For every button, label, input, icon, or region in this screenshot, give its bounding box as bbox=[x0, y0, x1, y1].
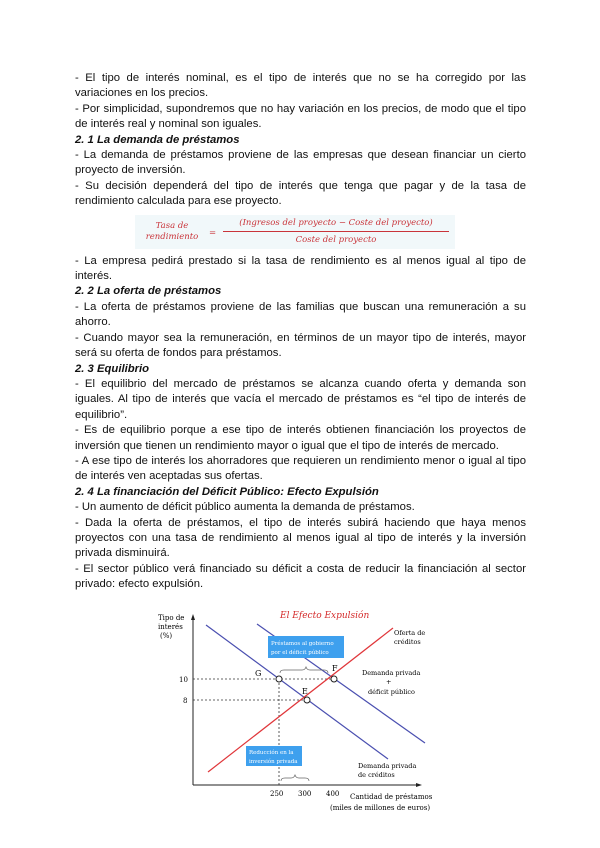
demand-deficit-label: + bbox=[386, 677, 392, 686]
x-label: (miles de millones de euros) bbox=[330, 803, 431, 812]
x-tick: 250 bbox=[270, 789, 284, 798]
box-text: Préstamos al gobierno bbox=[271, 640, 334, 647]
point-f bbox=[331, 676, 337, 682]
section-heading: 2. 2 La oferta de préstamos bbox=[75, 285, 222, 298]
section-heading: 2. 1 La demanda de préstamos bbox=[75, 133, 240, 146]
formula-numerator: (Ingresos del proyecto − Coste del proyecto) bbox=[239, 217, 433, 228]
section-heading: 2. 4 La financiación del Déficit Público: Efecto Expulsión bbox=[75, 485, 379, 498]
y-label: (%) bbox=[160, 631, 173, 640]
figure-container bbox=[150, 603, 450, 825]
crowding-out-figure bbox=[150, 603, 450, 825]
demand-deficit-label: Demanda privada bbox=[362, 668, 421, 677]
point-label: F bbox=[332, 663, 338, 673]
formula-equals: = bbox=[209, 227, 217, 238]
point-e bbox=[304, 697, 310, 703]
brace-inv bbox=[281, 775, 309, 781]
supply-label: créditos bbox=[394, 637, 421, 646]
paragraph: - El equilibrio del mercado de préstamos se alcanza cuando oferta y demanda son iguales. Al tipo de interés que vacía el mercado de préstamos es “el tipo de interés de equilibrio”. bbox=[75, 377, 526, 421]
x-tick: 400 bbox=[326, 789, 340, 798]
paragraph: - La empresa pedirá prestado si la tasa de rendimiento es al menos igual al tipo de interés. bbox=[75, 254, 526, 283]
supply-label: Oferta de bbox=[394, 628, 426, 637]
demand-label: de créditos bbox=[358, 770, 395, 779]
paragraph: - Un aumento de déficit público aumenta la demanda de préstamos. bbox=[75, 501, 415, 514]
box-text: inversión privada bbox=[249, 758, 298, 765]
y-axis-arrow bbox=[191, 614, 195, 620]
box-text: Reducción en la bbox=[249, 749, 294, 756]
x-tick: 300 bbox=[298, 789, 312, 798]
y-tick: 8 bbox=[183, 696, 188, 705]
guide-lines bbox=[193, 679, 334, 787]
formula-lhs: Tasa de rendimiento bbox=[145, 220, 199, 242]
point-label: E bbox=[302, 686, 308, 696]
y-label: Tipo de bbox=[158, 613, 185, 622]
paragraph: - Cuando mayor sea la remuneración, en términos de un mayor tipo de interés, mayor será su oferta de fondos para préstamos. bbox=[75, 331, 526, 360]
x-label: Cantidad de préstamos bbox=[350, 792, 433, 801]
paragraph: - El tipo de interés nominal, es el tipo de interés que no se ha corregido por las variaciones en los precios. bbox=[75, 72, 526, 100]
brace-gov bbox=[280, 667, 328, 673]
paragraph: - A ese tipo de interés los ahorradores que requieren un rendimiento menor o igual al tipo de interés ven aceptadas sus ofertas. bbox=[75, 454, 526, 483]
x-axis-arrow bbox=[416, 783, 422, 787]
figure-title: El Efecto Expulsión bbox=[280, 610, 370, 621]
point-label: G bbox=[255, 668, 262, 678]
section-heading: 2. 3 Equilibrio bbox=[75, 362, 150, 375]
fraction-bar bbox=[223, 231, 449, 232]
y-tick: 10 bbox=[179, 675, 188, 684]
demand-deficit-label: déficit público bbox=[368, 687, 415, 696]
paragraph: - Su decisión dependerá del tipo de interés que tenga que pagar y de la tasa de rendimiento calculada para ese proyecto. bbox=[75, 179, 526, 208]
paragraph: - El sector público verá financiado su déficit a costa de reducir la financiación al sector privado: efecto expulsión. bbox=[75, 562, 526, 591]
point-g bbox=[276, 676, 282, 682]
demand-label: Demanda privada bbox=[358, 761, 417, 770]
formula-denominator: Coste del proyecto bbox=[295, 234, 377, 245]
paragraph: - Dada la oferta de préstamos, el tipo de interés subirá haciendo que haya menos proyectos con una tasa de rendimiento al menos igual al tipo de interés y la inversión privada disminuirá. bbox=[75, 516, 526, 560]
paragraph: - La oferta de préstamos proviene de las familias que buscan una remuneración a su ahorro. bbox=[75, 300, 526, 329]
document-body bbox=[75, 71, 526, 825]
y-label: interés bbox=[158, 622, 183, 631]
paragraph: - Por simplicidad, supondremos que no hay variación en los precios, de modo que el tipo de interés real y nominal son iguales. bbox=[75, 102, 526, 131]
paragraph: - Es de equilibrio porque a ese tipo de interés obtienen financiación los proyectos de inversión que tienen un rendimiento mayor o igual que el tipo de interés de mercado. bbox=[75, 424, 526, 452]
box-text: por el déficit público bbox=[271, 649, 329, 656]
formula-image bbox=[75, 212, 526, 254]
paragraph: - La demanda de préstamos proviene de las empresas que desean financiar un cierto proyecto de inversión. bbox=[75, 149, 526, 177]
